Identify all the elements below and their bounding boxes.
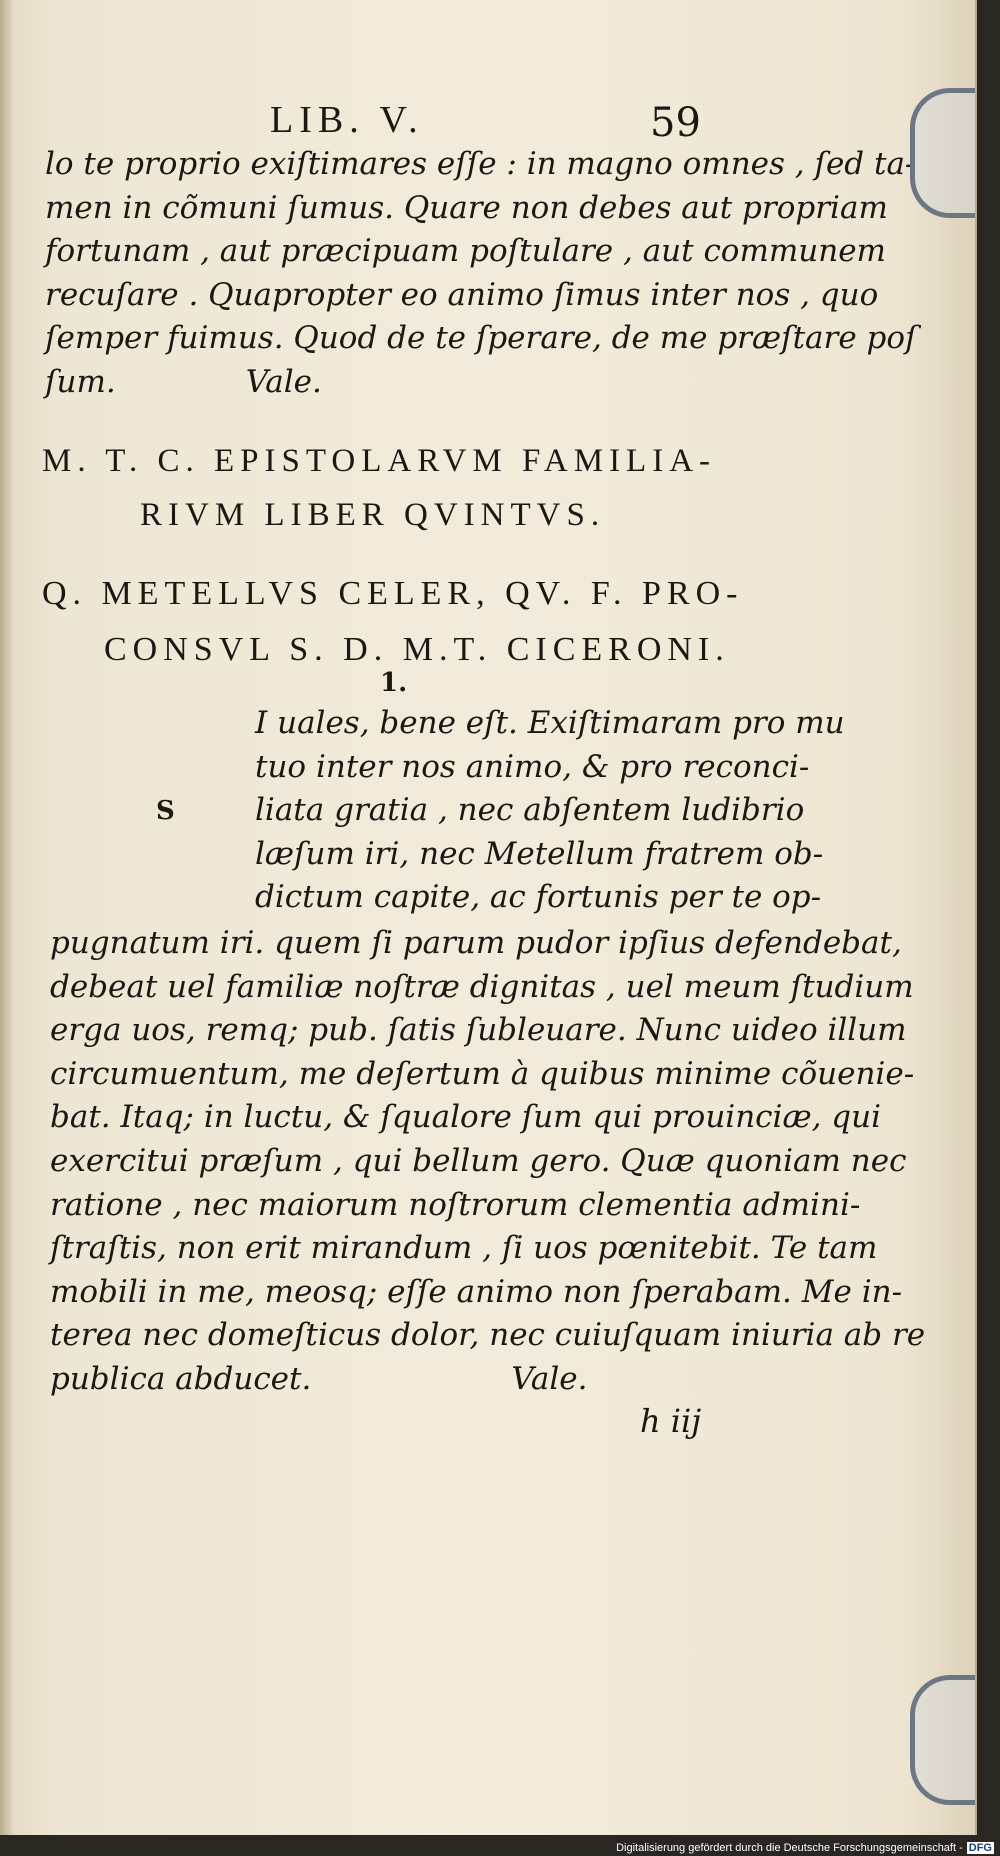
text-line: terea nec domeſticus dolor, nec cuiuſquam iniuria ab re	[50, 1317, 926, 1354]
text-line: ratione , nec maiorum noſtrorum clementia admini-	[50, 1186, 861, 1223]
epistle-number: 1.	[380, 668, 408, 698]
page-number: 59	[650, 100, 701, 146]
text-line: tuo inter nos animo, & pro reconci-	[255, 748, 810, 785]
text-line: I uales, bene eſt. Exiſtimaram pro mu	[255, 705, 845, 741]
text-line: dictum capite, ac fortunis per te op-	[255, 879, 822, 916]
text-line: bat. Itaq; in luctu, & ſqualore ſum qui prouinciæ, qui	[50, 1099, 882, 1136]
text-line: ſemper fuimus. Quod de te ſperare, de me præſtare poſ	[45, 320, 917, 357]
text-line: fortunam , aut præcipuam poſtulare , aut communem	[45, 233, 886, 270]
text-line: ſum.	[45, 363, 116, 400]
text-line-closing	[50, 1358, 925, 1402]
text-line: mobili in me, meosq; eſſe animo non ſperabam. Me in-	[50, 1273, 903, 1310]
vale-closing: Vale.	[245, 363, 322, 400]
text-line: men in cõmuni ſumus. Quare non debes aut propriam	[45, 189, 888, 226]
text-line: læſum iri, nec Metellum fratrem ob-	[255, 835, 824, 872]
letter-opening	[255, 702, 845, 920]
page-clip-top	[910, 88, 977, 218]
running-title: LIB. V.	[270, 99, 424, 141]
text-line: exercitui præſum , qui bellum gero. Quæ quoniam nec	[50, 1142, 907, 1179]
text-line: circumuentum, me deſertum à quibus minime cõuenie-	[50, 1055, 915, 1092]
text-line: debeat uel familiæ noſtræ dignitas , uel meum ſtudium	[50, 968, 914, 1005]
signature-mark: h iij	[640, 1402, 702, 1440]
dfg-logo: DFG	[968, 1842, 992, 1854]
digitization-credit	[616, 1842, 994, 1854]
book-title	[42, 434, 716, 542]
text-line: erga uos, remq; pub. ſatis ſubleuare. Nunc uideo illum	[50, 1012, 907, 1049]
text-line: publica abducet.	[50, 1360, 312, 1397]
credit-text: Digitalisierung gefördert durch die Deutsche Forschungsgemeinschaft -	[616, 1842, 963, 1854]
text-line: ſtraſtis, non erit mirandum , ſi uos pœnitebit. Te tam	[50, 1230, 878, 1267]
text-line: lo te proprio exiſtimares eſſe : in magno omnes , ſed ta-	[45, 146, 916, 182]
book-title-line: RIVM LIBER QVINTVS.	[140, 497, 606, 533]
continued-letter	[45, 143, 917, 405]
text-line: pugnatum iri. quem ſi parum pudor ipſius defendebat,	[50, 925, 902, 961]
page-clip-bottom	[910, 1675, 977, 1805]
vale-closing: Vale.	[511, 1360, 588, 1397]
book-title-line: M. T. C. EPISTOLARVM FAMILIA-	[42, 443, 717, 479]
letter-salutation	[42, 566, 744, 678]
text-line: recuſare . Quapropter eo animo ſimus inter nos , quo	[45, 276, 879, 313]
text-line: liata gratia , nec abſentem ludibrio	[255, 792, 805, 829]
margin-note: S	[156, 796, 175, 826]
salutation-line: Q. METELLVS CELER, QV. F. PRO-	[42, 575, 744, 612]
letter-body	[50, 922, 925, 1402]
text-line-closing	[45, 361, 917, 405]
salutation-line: CONSVL S. D. M.T. CICERONI.	[104, 631, 730, 668]
page-gutter	[0, 0, 14, 1835]
